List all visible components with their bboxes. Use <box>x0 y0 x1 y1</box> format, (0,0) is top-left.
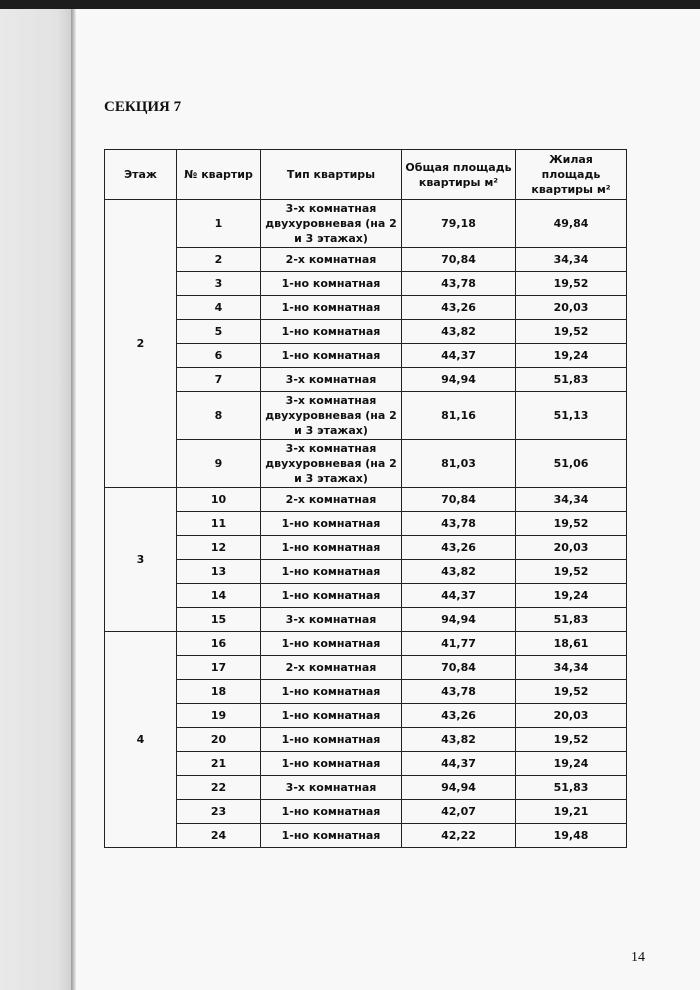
total-area-cell: 43,82 <box>402 728 516 752</box>
table-row <box>105 536 627 560</box>
table-row <box>105 632 627 656</box>
total-area-cell: 70,84 <box>402 656 516 680</box>
apartment-type-cell: 1-но комнатная <box>261 800 402 824</box>
apartment-table <box>104 149 627 848</box>
table-row <box>105 248 627 272</box>
apartment-type-cell: 1-но комнатная <box>261 680 402 704</box>
table-row <box>105 512 627 536</box>
header-total-area: Общая площадь квартиры м² <box>402 150 516 200</box>
living-area-cell: 51,83 <box>516 608 627 632</box>
table-row <box>105 344 627 368</box>
apartment-number-cell: 15 <box>177 608 261 632</box>
section-title: СЕКЦИЯ 7 <box>104 99 182 115</box>
total-area-cell: 81,03 <box>402 440 516 488</box>
apartment-number-cell: 6 <box>177 344 261 368</box>
apartment-type-cell: 1-но комнатная <box>261 296 402 320</box>
apartment-number-cell: 7 <box>177 368 261 392</box>
living-area-cell: 19,24 <box>516 584 627 608</box>
living-area-cell: 20,03 <box>516 536 627 560</box>
apartment-number-cell: 21 <box>177 752 261 776</box>
table-row <box>105 440 627 488</box>
apartment-number-cell: 3 <box>177 272 261 296</box>
table-row <box>105 488 627 512</box>
total-area-cell: 43,78 <box>402 680 516 704</box>
living-area-cell: 51,06 <box>516 440 627 488</box>
table-row <box>105 560 627 584</box>
table-row <box>105 752 627 776</box>
total-area-cell: 44,37 <box>402 584 516 608</box>
living-area-cell: 49,84 <box>516 200 627 248</box>
apartment-number-cell: 2 <box>177 248 261 272</box>
living-area-cell: 19,52 <box>516 320 627 344</box>
floor-cell: 4 <box>105 632 177 848</box>
apartment-number-cell: 12 <box>177 536 261 560</box>
living-area-cell: 19,24 <box>516 752 627 776</box>
total-area-cell: 44,37 <box>402 344 516 368</box>
apartment-number-cell: 9 <box>177 440 261 488</box>
living-area-cell: 19,52 <box>516 680 627 704</box>
total-area-cell: 94,94 <box>402 776 516 800</box>
apartment-type-cell: 1-но комнатная <box>261 536 402 560</box>
living-area-cell: 34,34 <box>516 656 627 680</box>
living-area-cell: 18,61 <box>516 632 627 656</box>
table-row <box>105 680 627 704</box>
apartment-type-cell: 3-х комнатная <box>261 776 402 800</box>
apartment-type-cell: 3-х комнатная <box>261 608 402 632</box>
scan-top-border <box>0 0 700 9</box>
table-row <box>105 728 627 752</box>
apartment-type-cell: 1-но комнатная <box>261 344 402 368</box>
header-apartment-type: Тип квартиры <box>261 150 402 200</box>
apartment-number-cell: 10 <box>177 488 261 512</box>
apartment-type-cell: 3-х комнатная <box>261 368 402 392</box>
living-area-cell: 20,03 <box>516 704 627 728</box>
table-header-row <box>105 150 627 200</box>
apartment-number-cell: 22 <box>177 776 261 800</box>
floor-cell: 3 <box>105 488 177 632</box>
living-area-cell: 34,34 <box>516 248 627 272</box>
total-area-cell: 70,84 <box>402 488 516 512</box>
total-area-cell: 43,26 <box>402 536 516 560</box>
apartment-type-cell: 1-но комнатная <box>261 560 402 584</box>
total-area-cell: 94,94 <box>402 608 516 632</box>
apartment-type-cell: 1-но комнатная <box>261 728 402 752</box>
total-area-cell: 42,07 <box>402 800 516 824</box>
apartment-type-cell: 2-х комнатная <box>261 488 402 512</box>
living-area-cell: 19,52 <box>516 272 627 296</box>
apartment-type-cell: 1-но комнатная <box>261 632 402 656</box>
table-row <box>105 368 627 392</box>
apartment-number-cell: 11 <box>177 512 261 536</box>
total-area-cell: 43,78 <box>402 512 516 536</box>
living-area-cell: 19,24 <box>516 344 627 368</box>
apartment-number-cell: 8 <box>177 392 261 440</box>
apartment-type-cell: 1-но комнатная <box>261 272 402 296</box>
table-row <box>105 656 627 680</box>
table-row <box>105 296 627 320</box>
apartment-type-cell: 2-х комнатная <box>261 656 402 680</box>
apartment-number-cell: 16 <box>177 632 261 656</box>
total-area-cell: 79,18 <box>402 200 516 248</box>
apartment-number-cell: 18 <box>177 680 261 704</box>
total-area-cell: 43,78 <box>402 272 516 296</box>
living-area-cell: 51,83 <box>516 368 627 392</box>
table-row <box>105 320 627 344</box>
living-area-cell: 51,13 <box>516 392 627 440</box>
living-area-cell: 34,34 <box>516 488 627 512</box>
apartment-type-cell: 1-но комнатная <box>261 752 402 776</box>
table-row <box>105 392 627 440</box>
living-area-cell: 19,21 <box>516 800 627 824</box>
living-area-cell: 51,83 <box>516 776 627 800</box>
apartment-type-cell: 1-но комнатная <box>261 584 402 608</box>
table-row <box>105 824 627 848</box>
floor-cell: 2 <box>105 200 177 488</box>
table-row <box>105 272 627 296</box>
total-area-cell: 44,37 <box>402 752 516 776</box>
apartment-type-cell: 1-но комнатная <box>261 512 402 536</box>
scan-left-margin <box>0 9 72 990</box>
apartment-type-cell: 3-х комнатная двухуровневая (на 2 и 3 этажах) <box>261 440 402 488</box>
apartment-number-cell: 20 <box>177 728 261 752</box>
total-area-cell: 43,82 <box>402 320 516 344</box>
table-row <box>105 584 627 608</box>
apartment-number-cell: 13 <box>177 560 261 584</box>
table-row <box>105 200 627 248</box>
page-number: 14 <box>631 950 645 965</box>
table-row <box>105 608 627 632</box>
apartment-number-cell: 24 <box>177 824 261 848</box>
apartment-type-cell: 1-но комнатная <box>261 704 402 728</box>
living-area-cell: 20,03 <box>516 296 627 320</box>
apartment-number-cell: 1 <box>177 200 261 248</box>
apartment-type-cell: 1-но комнатная <box>261 320 402 344</box>
total-area-cell: 42,22 <box>402 824 516 848</box>
apartment-type-cell: 1-но комнатная <box>261 824 402 848</box>
table-row <box>105 800 627 824</box>
total-area-cell: 81,16 <box>402 392 516 440</box>
apartment-number-cell: 19 <box>177 704 261 728</box>
living-area-cell: 19,52 <box>516 560 627 584</box>
total-area-cell: 94,94 <box>402 368 516 392</box>
apartment-number-cell: 4 <box>177 296 261 320</box>
total-area-cell: 43,82 <box>402 560 516 584</box>
apartment-number-cell: 5 <box>177 320 261 344</box>
apartment-number-cell: 17 <box>177 656 261 680</box>
living-area-cell: 19,48 <box>516 824 627 848</box>
table-row <box>105 704 627 728</box>
living-area-cell: 19,52 <box>516 512 627 536</box>
table-row <box>105 776 627 800</box>
header-apartment-number: № квартир <box>177 150 261 200</box>
total-area-cell: 43,26 <box>402 704 516 728</box>
apartment-number-cell: 23 <box>177 800 261 824</box>
living-area-cell: 19,52 <box>516 728 627 752</box>
total-area-cell: 70,84 <box>402 248 516 272</box>
total-area-cell: 43,26 <box>402 296 516 320</box>
apartment-type-cell: 3-х комнатная двухуровневая (на 2 и 3 этажах) <box>261 200 402 248</box>
total-area-cell: 41,77 <box>402 632 516 656</box>
apartment-number-cell: 14 <box>177 584 261 608</box>
apartment-type-cell: 2-х комнатная <box>261 248 402 272</box>
header-living-area: Жилая площадь квартиры м² <box>516 150 627 200</box>
apartment-type-cell: 3-х комнатная двухуровневая (на 2 и 3 этажах) <box>261 392 402 440</box>
table-body <box>105 200 627 848</box>
header-floor: Этаж <box>105 150 177 200</box>
